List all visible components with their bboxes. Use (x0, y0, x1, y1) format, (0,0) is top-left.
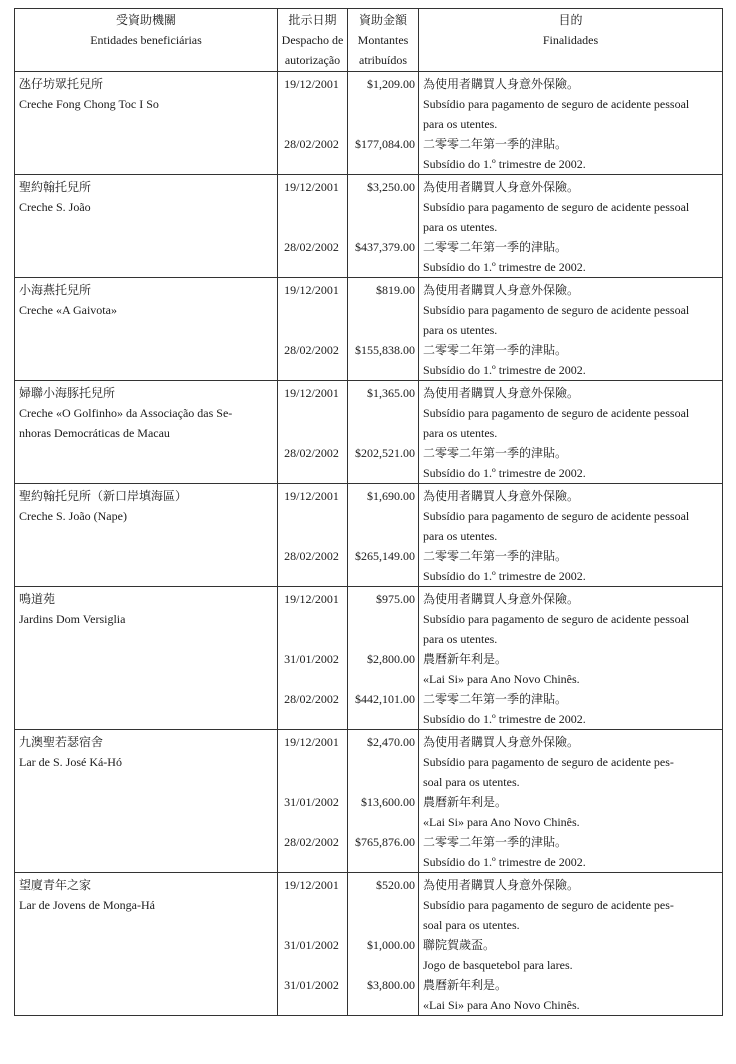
header-purpose-zh: 目的 (558, 13, 583, 27)
amount-spacer (348, 566, 418, 586)
amount-value: $3,250.00 (367, 180, 415, 194)
entity-name-pt: Creche S. João (Nape) (19, 509, 127, 523)
purpose-zh: 二零零二年第一季的津貼。 (423, 240, 568, 254)
amount-spacer (348, 752, 418, 772)
amount-value: $819.00 (376, 283, 415, 297)
amount-value: $765,876.00 (355, 835, 415, 849)
authorization-date: 31/01/2002 (284, 938, 339, 952)
purpose-pt: para os utentes. (423, 632, 498, 646)
purpose-zh: 為使用者購買人身意外保險。 (423, 489, 580, 503)
date-cell (278, 730, 348, 873)
date-spacer (278, 94, 347, 114)
date-cell (278, 381, 348, 484)
date-spacer (278, 852, 347, 872)
authorization-date: 19/12/2001 (284, 77, 339, 91)
amount-value: $1,209.00 (367, 77, 415, 91)
subsidy-table (14, 8, 723, 1016)
header-amount-pt-1: Montantes (357, 33, 409, 47)
amount-spacer (348, 915, 418, 935)
authorization-date: 19/12/2001 (284, 735, 339, 749)
purpose-zh: 二零零二年第一季的津貼。 (423, 137, 568, 151)
date-spacer (278, 772, 347, 792)
entity-name-zh: 小海燕托兒所 (19, 283, 92, 297)
purpose-zh: 聯院賀歲盃。 (423, 938, 496, 952)
amount-spacer (348, 852, 418, 872)
date-cell (278, 175, 348, 278)
entity-cell (15, 873, 278, 1016)
entity-name-zh: 氹仔坊眾托兒所 (19, 77, 104, 91)
amount-spacer (348, 772, 418, 792)
date-spacer (278, 812, 347, 832)
amount-spacer (348, 403, 418, 423)
date-spacer (278, 955, 347, 975)
entity-name-zh: 望廈青年之家 (19, 878, 92, 892)
purpose-pt: «Lai Si» para Ano Novo Chinês. (423, 672, 580, 686)
header-purpose (419, 9, 723, 72)
purpose-cell (419, 175, 723, 278)
date-spacer (278, 566, 347, 586)
purpose-zh: 農曆新年利是。 (423, 795, 508, 809)
authorization-date: 19/12/2001 (284, 180, 339, 194)
amount-spacer (348, 995, 418, 1015)
entity-cell (15, 381, 278, 484)
purpose-cell (419, 587, 723, 730)
date-spacer (278, 154, 347, 174)
table-row (15, 381, 723, 484)
amount-value: $1,690.00 (367, 489, 415, 503)
header-purpose-pt: Finalidades (542, 33, 599, 47)
purpose-zh: 二零零二年第一季的津貼。 (423, 446, 568, 460)
date-spacer (278, 423, 347, 443)
purpose-pt: Subsídio do 1.º trimestre de 2002. (423, 569, 586, 583)
date-cell (278, 484, 348, 587)
date-spacer (278, 506, 347, 526)
header-date-pt-1: Despacho de (281, 33, 344, 47)
purpose-zh: 農曆新年利是。 (423, 652, 508, 666)
authorization-date: 28/02/2002 (284, 343, 339, 357)
amount-spacer (348, 217, 418, 237)
date-spacer (278, 526, 347, 546)
date-spacer (278, 403, 347, 423)
amount-value: $2,800.00 (367, 652, 415, 666)
header-amount (348, 9, 419, 72)
header-date-zh: 批示日期 (288, 13, 337, 27)
entity-name-pt: Lar de Jovens de Monga-Há (19, 898, 155, 912)
date-spacer (278, 320, 347, 340)
purpose-zh: 為使用者購買人身意外保險。 (423, 735, 580, 749)
date-spacer (278, 752, 347, 772)
date-cell (278, 278, 348, 381)
header-row (15, 9, 723, 72)
date-spacer (278, 463, 347, 483)
entity-name-pt: Jardins Dom Versiglia (19, 612, 126, 626)
authorization-date: 31/01/2002 (284, 652, 339, 666)
header-amount-zh: 資助金額 (358, 13, 407, 27)
authorization-date: 28/02/2002 (284, 446, 339, 460)
date-spacer (278, 257, 347, 277)
authorization-date: 28/02/2002 (284, 137, 339, 151)
amount-spacer (348, 197, 418, 217)
purpose-pt: Jogo de basquetebol para lares. (423, 958, 573, 972)
amount-spacer (348, 154, 418, 174)
entity-name-pt: nhoras Democráticas de Macau (19, 426, 170, 440)
purpose-zh: 二零零二年第一季的津貼。 (423, 549, 568, 563)
entity-name-zh: 鳴道苑 (19, 592, 56, 606)
purpose-pt: soal para os utentes. (423, 775, 520, 789)
date-cell (278, 873, 348, 1016)
purpose-pt: Subsídio para pagamento de seguro de acidente pessoal (423, 612, 690, 626)
entity-name-pt: Creche «O Golfinho» da Associação das Se- (19, 406, 233, 420)
amount-value: $1,365.00 (367, 386, 415, 400)
header-entities-pt: Entidades beneficiárias (90, 33, 202, 47)
amount-value: $177,084.00 (355, 137, 415, 151)
amount-cell (348, 587, 419, 730)
entity-cell (15, 587, 278, 730)
purpose-cell (419, 381, 723, 484)
purpose-pt: Subsídio para pagamento de seguro de acidente pes- (423, 898, 674, 912)
date-spacer (278, 300, 347, 320)
purpose-pt: para os utentes. (423, 529, 498, 543)
authorization-date: 19/12/2001 (284, 878, 339, 892)
amount-cell (348, 873, 419, 1016)
purpose-zh: 農曆新年利是。 (423, 978, 508, 992)
amount-value: $1,000.00 (367, 938, 415, 952)
authorization-date: 28/02/2002 (284, 692, 339, 706)
entity-name-zh: 聖約翰托兒所（新口岸填海區） (19, 489, 188, 503)
entity-cell (15, 730, 278, 873)
entity-cell (15, 175, 278, 278)
purpose-pt: Subsídio do 1.º trimestre de 2002. (423, 157, 586, 171)
amount-value: $975.00 (376, 592, 415, 606)
purpose-pt: Subsídio para pagamento de seguro de acidente pessoal (423, 200, 690, 214)
date-spacer (278, 915, 347, 935)
purpose-zh: 二零零二年第一季的津貼。 (423, 835, 568, 849)
amount-spacer (348, 320, 418, 340)
entity-cell (15, 484, 278, 587)
purpose-pt: Subsídio do 1.º trimestre de 2002. (423, 260, 586, 274)
authorization-date: 31/01/2002 (284, 978, 339, 992)
purpose-pt: soal para os utentes. (423, 918, 520, 932)
purpose-pt: Subsídio para pagamento de seguro de acidente pes- (423, 755, 674, 769)
authorization-date: 28/02/2002 (284, 240, 339, 254)
purpose-pt: para os utentes. (423, 323, 498, 337)
purpose-cell (419, 278, 723, 381)
amount-value: $155,838.00 (355, 343, 415, 357)
header-entities (15, 9, 278, 72)
table-row (15, 278, 723, 381)
purpose-pt: Subsídio do 1.º trimestre de 2002. (423, 466, 586, 480)
amount-value: $520.00 (376, 878, 415, 892)
amount-spacer (348, 506, 418, 526)
amount-cell (348, 381, 419, 484)
purpose-zh: 二零零二年第一季的津貼。 (423, 343, 568, 357)
header-entities-zh: 受資助機關 (115, 13, 176, 27)
date-spacer (278, 360, 347, 380)
authorization-date: 19/12/2001 (284, 283, 339, 297)
purpose-pt: Subsídio para pagamento de seguro de acidente pessoal (423, 406, 690, 420)
entity-name-pt: Creche S. João (19, 200, 91, 214)
amount-spacer (348, 609, 418, 629)
amount-value: $13,600.00 (361, 795, 415, 809)
purpose-zh: 為使用者購買人身意外保險。 (423, 283, 580, 297)
purpose-zh: 二零零二年第一季的津貼。 (423, 692, 568, 706)
date-spacer (278, 629, 347, 649)
purpose-zh: 為使用者購買人身意外保險。 (423, 180, 580, 194)
purpose-cell (419, 873, 723, 1016)
date-spacer (278, 709, 347, 729)
table-row (15, 72, 723, 175)
header-date (278, 9, 348, 72)
authorization-date: 19/12/2001 (284, 386, 339, 400)
authorization-date: 19/12/2001 (284, 592, 339, 606)
table-body (15, 72, 723, 1016)
amount-spacer (348, 895, 418, 915)
purpose-pt: Subsídio para pagamento de seguro de acidente pessoal (423, 509, 690, 523)
purpose-pt: para os utentes. (423, 117, 498, 131)
amount-spacer (348, 709, 418, 729)
table-row (15, 730, 723, 873)
amount-spacer (348, 423, 418, 443)
amount-spacer (348, 669, 418, 689)
amount-spacer (348, 360, 418, 380)
purpose-zh: 為使用者購買人身意外保險。 (423, 386, 580, 400)
amount-spacer (348, 300, 418, 320)
table-row (15, 175, 723, 278)
purpose-cell (419, 484, 723, 587)
entity-cell (15, 278, 278, 381)
purpose-pt: para os utentes. (423, 426, 498, 440)
amount-value: $3,800.00 (367, 978, 415, 992)
date-spacer (278, 609, 347, 629)
amount-spacer (348, 629, 418, 649)
entity-name-zh: 聖約翰托兒所 (19, 180, 92, 194)
amount-cell (348, 175, 419, 278)
purpose-pt: Subsídio para pagamento de seguro de acidente pessoal (423, 97, 690, 111)
authorization-date: 19/12/2001 (284, 489, 339, 503)
date-spacer (278, 895, 347, 915)
purpose-pt: Subsídio do 1.º trimestre de 2002. (423, 363, 586, 377)
amount-spacer (348, 463, 418, 483)
amount-cell (348, 72, 419, 175)
table-row (15, 484, 723, 587)
entity-name-zh: 婦聯小海豚托兒所 (19, 386, 116, 400)
amount-spacer (348, 94, 418, 114)
purpose-zh: 為使用者購買人身意外保險。 (423, 77, 580, 91)
date-spacer (278, 217, 347, 237)
amount-value: $442,101.00 (355, 692, 415, 706)
amount-value: $437,379.00 (355, 240, 415, 254)
amount-value: $265,149.00 (355, 549, 415, 563)
purpose-pt: «Lai Si» para Ano Novo Chinês. (423, 998, 580, 1012)
purpose-zh: 為使用者購買人身意外保險。 (423, 592, 580, 606)
purpose-pt: Subsídio do 1.º trimestre de 2002. (423, 712, 586, 726)
entity-cell (15, 72, 278, 175)
amount-cell (348, 484, 419, 587)
amount-cell (348, 278, 419, 381)
table-row (15, 587, 723, 730)
date-cell (278, 72, 348, 175)
authorization-date: 31/01/2002 (284, 795, 339, 809)
table-row (15, 873, 723, 1016)
purpose-zh: 為使用者購買人身意外保險。 (423, 878, 580, 892)
date-spacer (278, 114, 347, 134)
amount-spacer (348, 526, 418, 546)
purpose-cell (419, 72, 723, 175)
entity-name-zh: 九澳聖若瑟宿舍 (19, 735, 104, 749)
amount-spacer (348, 955, 418, 975)
amount-cell (348, 730, 419, 873)
purpose-pt: «Lai Si» para Ano Novo Chinês. (423, 815, 580, 829)
authorization-date: 28/02/2002 (284, 549, 339, 563)
amount-value: $2,470.00 (367, 735, 415, 749)
date-spacer (278, 995, 347, 1015)
purpose-pt: para os utentes. (423, 220, 498, 234)
authorization-date: 28/02/2002 (284, 835, 339, 849)
date-cell (278, 587, 348, 730)
amount-spacer (348, 812, 418, 832)
purpose-cell (419, 730, 723, 873)
date-spacer (278, 669, 347, 689)
amount-spacer (348, 257, 418, 277)
entity-name-pt: Creche «A Gaivota» (19, 303, 117, 317)
header-date-pt-2: autorização (284, 53, 341, 67)
header-amount-pt-2: atribuídos (359, 53, 407, 67)
date-spacer (278, 197, 347, 217)
entity-name-pt: Creche Fong Chong Toc I So (19, 97, 159, 111)
purpose-pt: Subsídio do 1.º trimestre de 2002. (423, 855, 586, 869)
entity-name-pt: Lar de S. José Ká-Hó (19, 755, 122, 769)
amount-spacer (348, 114, 418, 134)
amount-value: $202,521.00 (355, 446, 415, 460)
purpose-pt: Subsídio para pagamento de seguro de acidente pessoal (423, 303, 690, 317)
